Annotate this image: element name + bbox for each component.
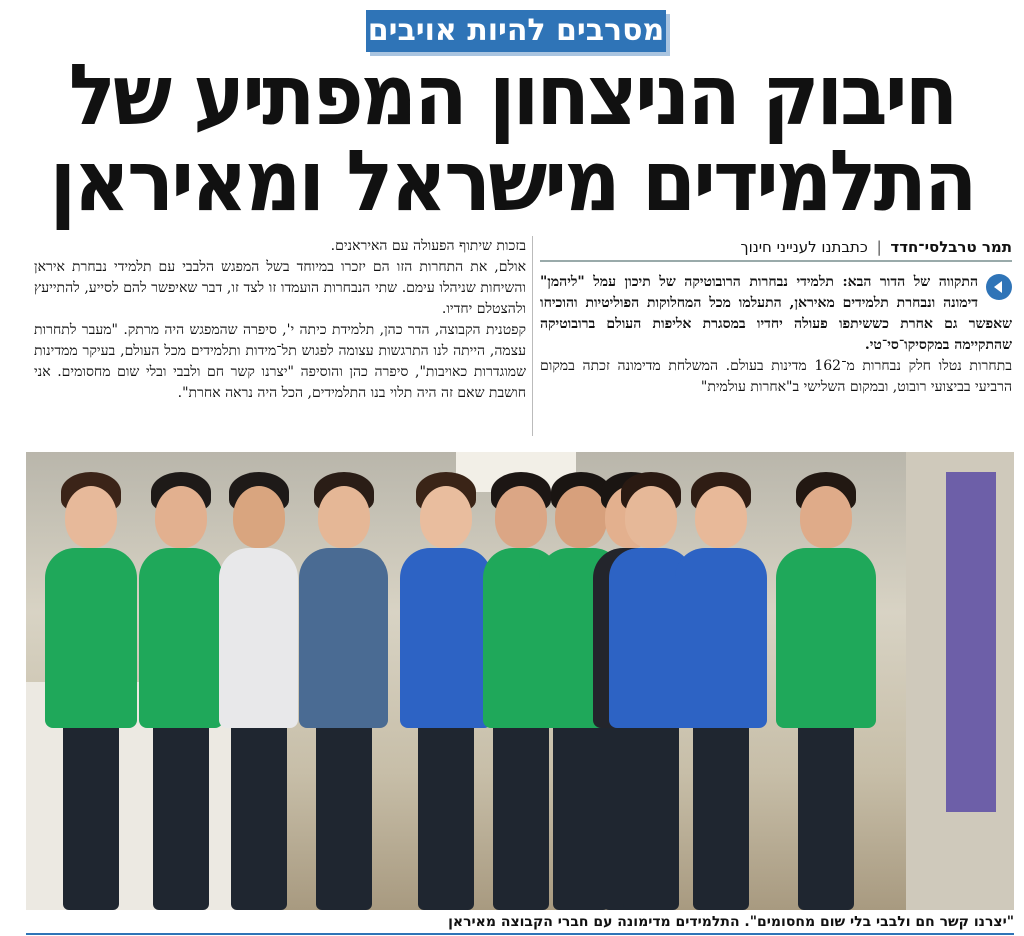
- student-legs: [231, 712, 287, 910]
- student-face: [695, 486, 747, 548]
- column-divider: [532, 236, 533, 436]
- article-paragraph: בזכות שיתוף הפעולה עם האיראנים.: [330, 238, 526, 254]
- byline: [540, 236, 1012, 262]
- student-shirt: [219, 548, 299, 728]
- student-legs: [316, 712, 372, 910]
- byline-author: תמר טרבלסי־חדד: [890, 238, 1012, 256]
- photo-caption: "יצרנו קשר חם ולבבי בלי שום מחסומים". התלמידים מדימונה עם חברי הקבוצה מאיראן: [26, 911, 1014, 935]
- student-shirt: [675, 548, 767, 728]
- student-face: [155, 486, 207, 548]
- student-face: [318, 486, 370, 548]
- student-legs: [418, 712, 474, 910]
- student-legs: [63, 712, 119, 910]
- section-kicker: מסרבים להיות אויבים: [366, 10, 666, 52]
- student-shirt: [45, 548, 137, 728]
- headline-line-2: התלמידים מישראל ומאיראן: [49, 133, 975, 231]
- student-face: [233, 486, 285, 548]
- student-face: [800, 486, 852, 548]
- article-paragraph: אולם, את התחרות הזו הם יזכרו במיוחד בשל המפגש הלבבי עם תלמידי נבחרת איראן והשיחות שניהלו עימם. שתי הנבחרות הועמדו זו לצד זו, דבר שאיפשר להם לסייע, להתייעץ ולהצטלם יחדיו.: [34, 259, 526, 317]
- article-lead: התקווה של הדור הבא: תלמידי נבחרות הרובוטיקה של תיכון עמל "ליהמן" דימונה ונבחרת תלמידים מאיראן, התעלמו מכל המחלוקות הפוליטיות והוכיחו שאפשר גם אחרת כששיתפו פעולה יחדיו במסגרת אליפות העולם ברובוטיקה שהתקיימה במקסיקו־סי־טי.: [540, 274, 1012, 353]
- byline-separator: |: [876, 238, 882, 256]
- student-figure: [666, 452, 776, 910]
- student-face: [65, 486, 117, 548]
- student-figure: [766, 452, 886, 910]
- article-column-right: [540, 272, 1012, 398]
- student-shirt: [299, 548, 387, 728]
- student-face: [420, 486, 472, 548]
- group-photo: [26, 452, 1014, 910]
- headline-line-1: חיבוק הניצחון המפתיע של: [68, 47, 956, 145]
- byline-role: כתבתנו לענייני חינוך: [740, 238, 868, 256]
- article-column-left: [34, 236, 526, 404]
- article-paragraph: בתחרות נטלו חלק נבחרות מ־162 מדינות בעולם. המשלחת מדימונה זכתה במקום הרביעי בביצועי רובוט, ובמקום השלישי ב"אחרות עולמית": [540, 358, 1012, 395]
- student-figure: [36, 452, 146, 910]
- student-legs: [693, 712, 749, 910]
- student-figure: [291, 452, 396, 910]
- article-paragraph: קפטנית הקבוצה, הדר כהן, תלמידת כיתה י', סיפרה שהמפגש היה מרתק. "מעבר לתחרות עצמה, הייתה לנו התרגשות עצומה לפגוש תל־מידות ותלמידים מכל העולם, בעיקר ממדינות שמוגדרות כאויבות", סיפרה כהן והוסיפה "יצרנו קשר חם ולבבי ובלי שום מחסומים. אני חושבת שאם זה היה תלוי בנו התלמידים, הכל היה נראה אחרת".: [34, 322, 526, 401]
- student-shirt: [776, 548, 877, 728]
- student-legs: [798, 712, 854, 910]
- play-arrow-icon: [986, 274, 1012, 300]
- student-legs: [153, 712, 209, 910]
